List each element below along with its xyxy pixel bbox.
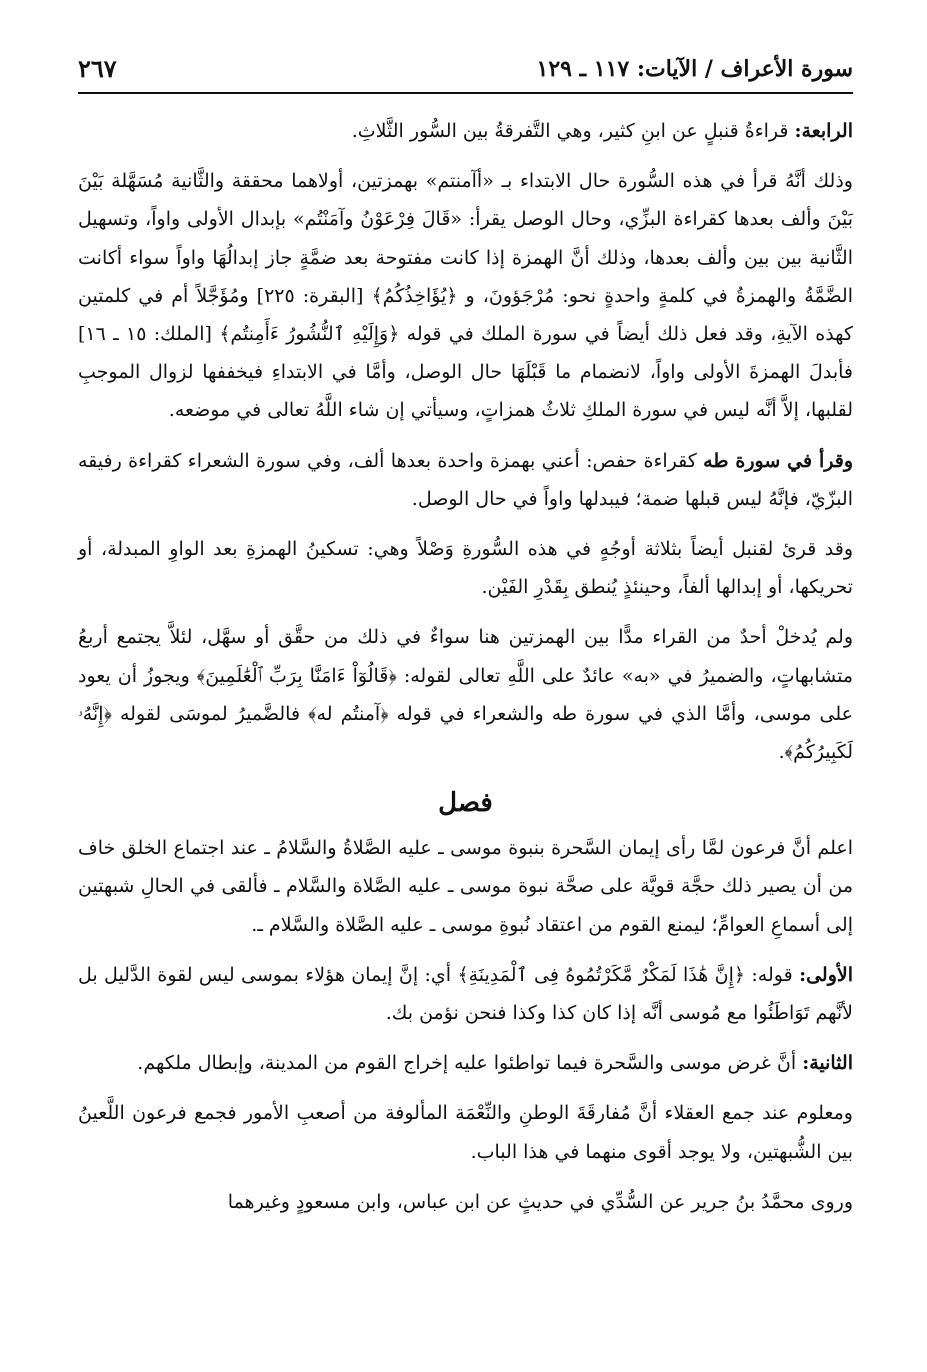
paragraph-text: قراءةُ قنبلٍ عن ابنِ كثير، وهي التَّفرقةُ بين السُّور الثَّلاثِ. [351,120,795,142]
paragraph-second-doubt [78,1044,853,1082]
paragraph-first-doubt [78,956,853,1032]
page-number: ٢٦٧ [78,54,117,83]
paragraph-text: ومعلوم عند جمع العقلاء أنَّ مُفارقَةَ الوطنِ والنِّعْمَة المألوفة من أصعبِ الأمور فجمع فرعون اللَّعينُ بين الشُّبهتين، ولا يوجد أقوى منهما في هذا الباب. [78,1102,853,1163]
paragraph-text: أنَّ غرض موسى والسَّحرة فيما تواطئوا عليه إخراج القوم من المدينة، وإبطال ملكهم. [137,1052,803,1075]
paragraph-homeland [78,1094,853,1170]
paragraph-pharaoh [78,829,853,944]
paragraph-surah-taha [78,442,853,518]
paragraph-text: كقراءة حفص: أعني بهمزة واحدة بعدها ألف، وفي سورة الشعراء كقراءة رفيقه البزّيّ، فإنَّهُ ليس قبلها ضمة؛ فيبدلها واواً في حال الوصل. [78,449,853,510]
page-header [78,52,853,94]
running-title: سورة الأعراف / الآيات: ١١٧ ـ ١٢٩ [536,56,853,82]
paragraph-lead: وقرأ في سورة طه [703,449,853,472]
section-heading: فصل [438,788,493,819]
paragraph-text: وروى محمَّدُ بنُ جرير عن السُّدِّي في حديثٍ عن ابن عباس، وابن مسعودٍ وغيرهما [227,1190,853,1213]
paragraph-explanation [78,162,853,429]
paragraph-three-ways [78,530,853,606]
paragraph-narration [78,1183,853,1221]
paragraph-lead: الرابعة: [794,120,853,142]
paragraph-fourth-reading [78,112,853,150]
page-body [78,112,853,1233]
paragraph-text: ولم يُدخلْ أحدٌ من القراء مدًّا بين الهمزتين هنا سواءٌ في ذلك من حقَّق أو سهَّل، لئلاَّ يجتمع أربعُ متشابهاتٍ، والضميرُ في «به» عائدٌ على اللَّهِ تعالى لقوله: ﴿قَالُوٓاْ ءَامَنَّا بِرَبِّ ٱلْعَٰلَمِينَ﴾ ويجوزُ أن يعود على موسى، وأمَّا الذي في سورة طه والشعراء في قوله ﴿آمنتُم له﴾ فالضَّميرُ لموسَى لقوله ﴿إِنَّهُۥ لَكَبِيرُكُمُ﴾. [78,626,853,764]
paragraph-no-madd [78,618,853,771]
paragraph-text: وذلك أنَّهُ قرأ في هذه السُّورة حال الابتداء بـ «أآمنتم» بهمزتين، أولاهما محققة والثَّانية مُسَهَّلة بَيْنَ بَيْنَ وألف بعدها كقراءة البزِّي، وحال الوصل يقرأ: «قَالَ فِرْعَوْنُ وآمَنْتُم» بإبدال الأولى واواً، وتسهيل الثَّانية بين بين وألف بعدها، وذلك أنَّ الهمزة إذا كانت مفتوحة بعد ضمَّةٍ جاز إبدالُهَا واواً سواء أكانت الضَّمَّةُ والهمزةُ في كلمةٍ واحدةٍ نحو: مُرْجَؤونَ، و ﴿يُؤَاخِذُكُمُ﴾ [البقرة: ٢٢٥] ومُؤَجَّلاً أم في كلمتين كهذه الآيةِ، وقد فعل ذلك أيضاً في سورة الملك في قوله ﴿وَإِلَيْهِ ٱلنُّشُورُ ءَأَمِنتُم﴾ [الملك: ١٥ ـ ١٦] فأبدلَ الهمزةَ الأولى واواً، لانضمام ما قَبْلَهَا حال الوصل، وأمَّا في الابتداءِ فيخففها لزوال الموجبِ لقلبها، إلاَّ أنَّه ليس في سورة الملكِ ثلاثُ همزاتٍ، وسيأتي إن شاء اللَّهُ تعالى في موضعه. [78,170,853,422]
paragraph-text: قوله: ﴿إِنَّ هَٰذَا لَمَكْرٌ مَّكَرْتُمُوهُ فِى ٱلْمَدِينَةِ﴾ أي: إنَّ إيمان هؤلاء بموسى ليس لقوة الدَّليل بل لأنَّهم تَوَاطَئُوا مع مُوسى أنَّه إذا كان كذا وكذا فنحن نؤمن بك. [78,963,853,1025]
paragraph-text: وقد قرئ لقنبل أيضاً بثلاثة أوجُهٍ في هذه السُّورةِ وَصْلاً وهي: تسكينُ الهمزةِ بعد الواوِ المبدلة، أو تحريكها، أو إبدالها ألفاً، وحينئذٍ يُنطق بِقَدْرِ الفَيْن. [78,538,853,599]
paragraph-lead: الثانية: [802,1052,853,1075]
paragraph-text: اعلم أنَّ فرعون لمَّا رأى إيمان السَّحرة بنبوة موسى ـ عليه الصَّلاةُ والسَّلامُ ـ عند اجتماع الخلق خاف من أن يصير ذلك حجَّة قويَّة على صحَّة نبوة موسى ـ عليه الصَّلاة والسَّلام ـ فألقى في الحالِ شبهتين إلى أسماعِ العوامِّ؛ ليمنع القوم من اعتقاد نُبوةِ موسى ـ عليه الصَّلاة والسَّلام ـ. [78,837,853,936]
paragraph-lead: الأولى: [799,963,853,986]
